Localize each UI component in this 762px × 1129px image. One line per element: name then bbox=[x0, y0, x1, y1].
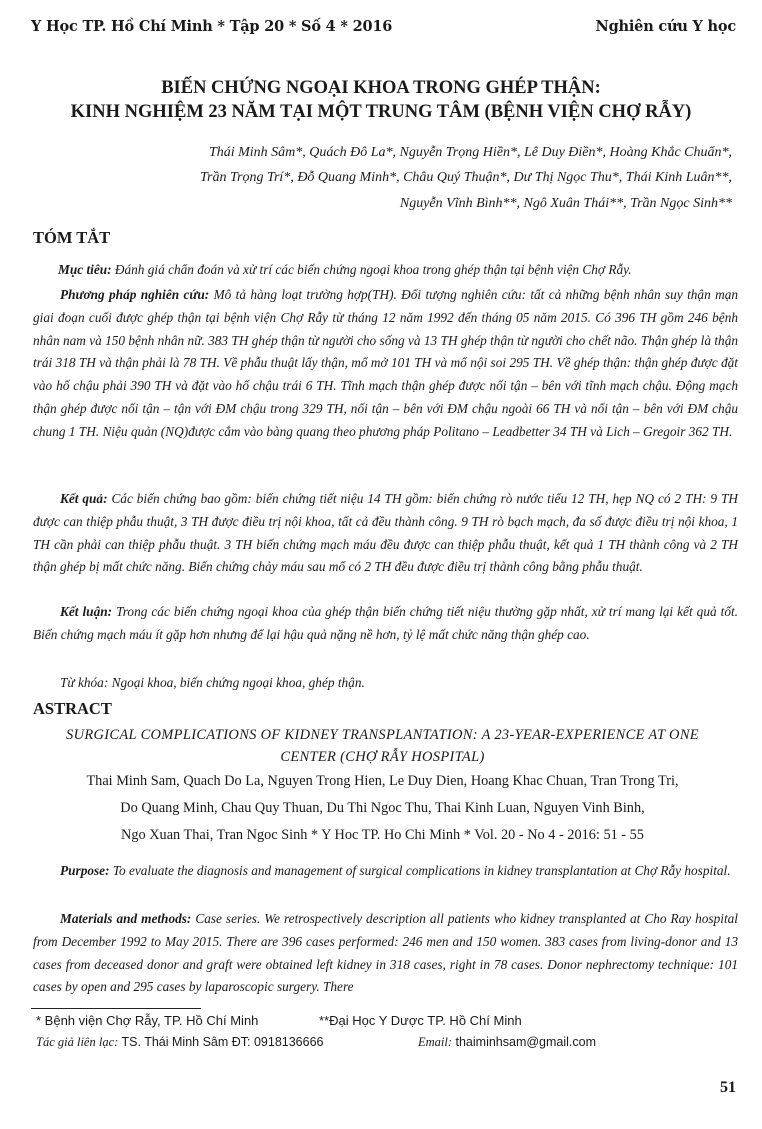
methods-text: Mô tả hàng loạt trường hợp(TH). Đối tượng nghiên cứu: tất cả những bệnh nhân suy thận mạn giai đoạn cuối được ghép thận tại bệnh viện Chợ Rẫy từ tháng 12 năm 1992 đến tháng 05 năm 2015. Có 396 TH gồm 246 bệnh nhân nam và 150 bệnh nhân nữ. 383 TH ghép thận từ người cho sống và 13 TH ghép thận từ người cho chết não. Thận ghép là thận trái 318 TH và thận phải là 78 TH. Về phẫu thuật lấy thận, mổ mở 101 TH và mổ nội soi 295 TH. Về ghép thận: thận ghép được đặt vào hố chậu phải 390 TH và đặt vào hố chậu trái 6 TH. Tĩnh mạch thận ghép được nối tận – bên với tĩnh mạch chậu. Động mạch thận ghép được nối tận – tận với ĐM chậu trong 329 TH, nối tận – bên với ĐM chậu ngoài 66 TH và nối tận – bên với ĐM chậu chung 1 TH. Niệu quản (NQ)được cắm vào bàng quang theo phương pháp Politano – Leadbetter 34 TH và Lich – Gregoir 362 TH. bbox=[33, 287, 738, 439]
affiliation-2: **Đại Học Y Dược TP. Hồ Chí Minh bbox=[319, 1013, 522, 1028]
conclusion-label: Kết luận: bbox=[60, 604, 113, 619]
english-authors-line-3: Ngo Xuan Thai, Tran Ngoc Sinh * Y Hoc TP. Ho Chi Minh * Vol. 20 - No 4 - 2016: 51 - 55 bbox=[121, 827, 644, 843]
summary-heading: TÓM TẮT bbox=[33, 228, 111, 247]
section-header: Nghiên cứu Y học bbox=[595, 18, 736, 35]
purpose-label: Purpose: bbox=[60, 863, 110, 878]
authors-line-3: Nguyễn Vĩnh Bình**, Ngô Xuân Thái**, Trần Ngọc Sinh** bbox=[399, 196, 732, 211]
conclusion-text: Trong các biến chứng ngoại khoa của ghép thận biến chứng tiết niệu thường gặp nhất, xử trí mang lại kết quả tốt. Biến chứng mạch máu ít gặp hơn nhưng để lại hậu quả nặng nề hơn, tỷ lệ mất chức năng thận ghép cao. bbox=[33, 604, 738, 642]
english-authors-line-2: Do Quang Minh, Chau Quy Thuan, Du Thi Ngoc Thu, Thai Kinh Luan, Nguyen Vinh Binh, bbox=[120, 800, 645, 816]
results-text: Các biến chứng bao gồm: biến chứng tiết niệu 14 TH gồm: biến chứng rò nước tiểu 12 TH, hẹp NQ có 2 TH: 9 TH được can thiệp phẫu thuật, 3 TH được điều trị nội khoa, tất cả đều thành công. 9 TH rò bạch mạch, đa số được điều trị nội khoa, 1 TH cần phải can thiệp phẫu thuật. 3 TH biến chứng mạch máu đều được can thiệp phẫu thuật, kết quả 1 TH thành công và 2 TH thận ghép bị mất chức năng. Biến chứng chảy máu sau mổ có 2 TH đều được điều trị thành công bằng phẫu thuật. bbox=[33, 491, 738, 575]
english-title-line-2: CENTER (CHỢ RẪY HOSPITAL) bbox=[280, 749, 485, 765]
materials-methods-text: Case series. We retrospectively description all patients who kidney transplanted at Cho Ray hospital from December 1992 to May 2015. There are 396 cases performed: 246 men and 150 women. 383 cases from living-donor and 13 cases from deceased donor and graft were obtained left kidney in 318 cases, right in 78 cases. Donor nephrectomy technique: 101 cases by open and 295 cases by laparoscopic surgery. There bbox=[33, 911, 738, 995]
contact-footnote bbox=[36, 1035, 597, 1050]
email-label: Email: bbox=[418, 1035, 453, 1049]
objective-text: Đánh giá chẩn đoán và xử trí các biến chứng ngoại khoa trong ghép thận tại bệnh viện Chợ Rẫy. bbox=[111, 262, 632, 277]
title-line-2: KINH NGHIỆM 23 NĂM TẠI MỘT TRUNG TÂM (BỆNH VIỆN CHỢ RẪY) bbox=[70, 102, 692, 122]
results-label: Kết quả: bbox=[60, 491, 108, 506]
keywords-label: Từ khóa: bbox=[60, 675, 109, 690]
abstract-heading: ASTRACT bbox=[33, 699, 112, 718]
english-authors-line-1: Thai Minh Sam, Quach Do La, Nguyen Trong Hien, Le Duy Dien, Hoang Khac Chuan, Tran Trong Tri, bbox=[86, 773, 679, 789]
english-title-line-1: SURGICAL COMPLICATIONS OF KIDNEY TRANSPLANTATION: A 23-YEAR-EXPERIENCE AT ONE bbox=[66, 727, 699, 743]
keywords-text: Ngoại khoa, biến chứng ngoại khoa, ghép thận. bbox=[108, 675, 365, 690]
objective-label: Mục tiêu: bbox=[58, 262, 112, 277]
authors-line-2: Trần Trọng Trí*, Đỗ Quang Minh*, Châu Quý Thuận*, Dư Thị Ngọc Thu*, Thái Kinh Luân**, bbox=[200, 170, 732, 185]
title-line-1: BIẾN CHỨNG NGOẠI KHOA TRONG GHÉP THẬN: bbox=[161, 78, 601, 98]
conclusion-paragraph bbox=[33, 601, 738, 647]
materials-methods-label: Materials and methods: bbox=[60, 911, 192, 926]
methods-paragraph bbox=[33, 284, 738, 444]
contact-text: TS. Thái Minh Sâm ĐT: 0918136666 bbox=[118, 1035, 324, 1049]
objective-paragraph bbox=[58, 259, 748, 282]
methods-label: Phương pháp nghiên cứu: bbox=[60, 287, 210, 302]
authors-line-1: Thái Minh Sâm*, Quách Đô La*, Nguyễn Trọng Hiền*, Lê Duy Điền*, Hoàng Khắc Chuẩn*, bbox=[208, 145, 732, 160]
purpose-text: To evaluate the diagnosis and management of surgical complications in kidney transplantation at Chợ Rẫy hospital. bbox=[109, 863, 731, 878]
page-number: 51 bbox=[720, 1079, 736, 1096]
affiliation-1: * Bệnh viện Chợ Rẫy, TP. Hồ Chí Minh bbox=[36, 1013, 259, 1028]
email-address: thaiminhsam@gmail.com bbox=[452, 1035, 597, 1049]
contact-label: Tác giả liên lạc: bbox=[36, 1035, 119, 1049]
purpose-paragraph bbox=[33, 860, 738, 883]
materials-methods-paragraph bbox=[33, 908, 738, 999]
affiliation-footnote bbox=[36, 1013, 522, 1028]
results-paragraph bbox=[33, 488, 738, 579]
footnote-divider bbox=[31, 1008, 201, 1009]
journal-header: Y Học TP. Hồ Chí Minh * Tập 20 * Số 4 * 2016 bbox=[31, 18, 393, 35]
keywords-paragraph bbox=[33, 672, 738, 695]
